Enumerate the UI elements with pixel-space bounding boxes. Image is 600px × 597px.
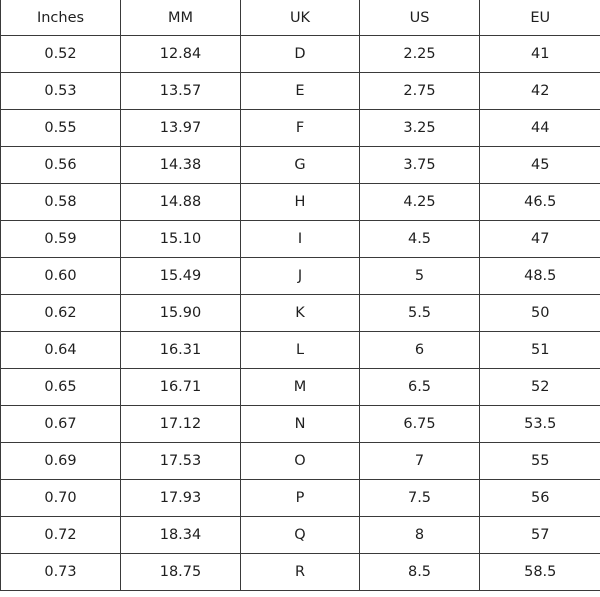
column-header-eu: EU: [480, 0, 600, 36]
table-row: [1, 147, 600, 184]
cell-mm: 14.38: [121, 147, 241, 184]
cell-inches: 0.69: [1, 443, 121, 480]
cell-eu: 48.5: [480, 258, 600, 295]
table-row: [1, 369, 600, 406]
cell-mm: 13.97: [121, 110, 241, 147]
table-header: [1, 0, 600, 36]
table-row: [1, 295, 600, 332]
cell-uk: F: [241, 110, 360, 147]
table-row: [1, 36, 600, 73]
table-row: [1, 258, 600, 295]
cell-mm: 12.84: [121, 36, 241, 73]
cell-uk: I: [241, 221, 360, 258]
cell-inches: 0.53: [1, 73, 121, 110]
cell-inches: 0.65: [1, 369, 121, 406]
cell-uk: E: [241, 73, 360, 110]
table-row: [1, 480, 600, 517]
cell-mm: 18.75: [121, 554, 241, 591]
header-row: [1, 0, 600, 36]
cell-mm: 17.93: [121, 480, 241, 517]
cell-mm: 18.34: [121, 517, 241, 554]
cell-eu: 55: [480, 443, 600, 480]
cell-uk: D: [241, 36, 360, 73]
cell-eu: 56: [480, 480, 600, 517]
cell-inches: 0.70: [1, 480, 121, 517]
cell-uk: G: [241, 147, 360, 184]
cell-inches: 0.73: [1, 554, 121, 591]
column-header-inches: Inches: [1, 0, 121, 36]
cell-eu: 45: [480, 147, 600, 184]
table-row: [1, 332, 600, 369]
cell-us: 5: [360, 258, 480, 295]
cell-uk: M: [241, 369, 360, 406]
cell-us: 2.75: [360, 73, 480, 110]
cell-eu: 51: [480, 332, 600, 369]
cell-uk: Q: [241, 517, 360, 554]
cell-eu: 44: [480, 110, 600, 147]
cell-eu: 47: [480, 221, 600, 258]
cell-mm: 17.53: [121, 443, 241, 480]
cell-mm: 17.12: [121, 406, 241, 443]
cell-mm: 15.10: [121, 221, 241, 258]
table-row: [1, 554, 600, 591]
cell-us: 2.25: [360, 36, 480, 73]
cell-us: 8.5: [360, 554, 480, 591]
table-row: [1, 73, 600, 110]
cell-us: 7: [360, 443, 480, 480]
table-row: [1, 443, 600, 480]
cell-eu: 58.5: [480, 554, 600, 591]
cell-uk: H: [241, 184, 360, 221]
cell-inches: 0.58: [1, 184, 121, 221]
cell-uk: R: [241, 554, 360, 591]
cell-uk: O: [241, 443, 360, 480]
table-row: [1, 184, 600, 221]
cell-uk: L: [241, 332, 360, 369]
cell-inches: 0.62: [1, 295, 121, 332]
cell-inches: 0.55: [1, 110, 121, 147]
cell-eu: 42: [480, 73, 600, 110]
cell-uk: P: [241, 480, 360, 517]
cell-inches: 0.64: [1, 332, 121, 369]
cell-mm: 13.57: [121, 73, 241, 110]
cell-us: 3.75: [360, 147, 480, 184]
cell-eu: 41: [480, 36, 600, 73]
cell-us: 8: [360, 517, 480, 554]
column-header-us: US: [360, 0, 480, 36]
cell-uk: J: [241, 258, 360, 295]
cell-us: 6.5: [360, 369, 480, 406]
cell-inches: 0.60: [1, 258, 121, 295]
cell-mm: 16.31: [121, 332, 241, 369]
cell-inches: 0.67: [1, 406, 121, 443]
cell-inches: 0.72: [1, 517, 121, 554]
cell-us: 7.5: [360, 480, 480, 517]
cell-mm: 15.49: [121, 258, 241, 295]
cell-eu: 57: [480, 517, 600, 554]
column-header-uk: UK: [241, 0, 360, 36]
cell-inches: 0.59: [1, 221, 121, 258]
cell-us: 3.25: [360, 110, 480, 147]
cell-uk: N: [241, 406, 360, 443]
cell-mm: 14.88: [121, 184, 241, 221]
cell-mm: 15.90: [121, 295, 241, 332]
column-header-mm: MM: [121, 0, 241, 36]
cell-eu: 50: [480, 295, 600, 332]
cell-mm: 16.71: [121, 369, 241, 406]
cell-inches: 0.56: [1, 147, 121, 184]
cell-us: 4.25: [360, 184, 480, 221]
cell-us: 6.75: [360, 406, 480, 443]
cell-eu: 53.5: [480, 406, 600, 443]
table-row: [1, 110, 600, 147]
cell-inches: 0.52: [1, 36, 121, 73]
table-row: [1, 221, 600, 258]
table-row: [1, 517, 600, 554]
cell-uk: K: [241, 295, 360, 332]
cell-us: 5.5: [360, 295, 480, 332]
cell-eu: 46.5: [480, 184, 600, 221]
cell-eu: 52: [480, 369, 600, 406]
table-row: [1, 406, 600, 443]
table-body: [1, 36, 600, 591]
cell-us: 6: [360, 332, 480, 369]
cell-us: 4.5: [360, 221, 480, 258]
